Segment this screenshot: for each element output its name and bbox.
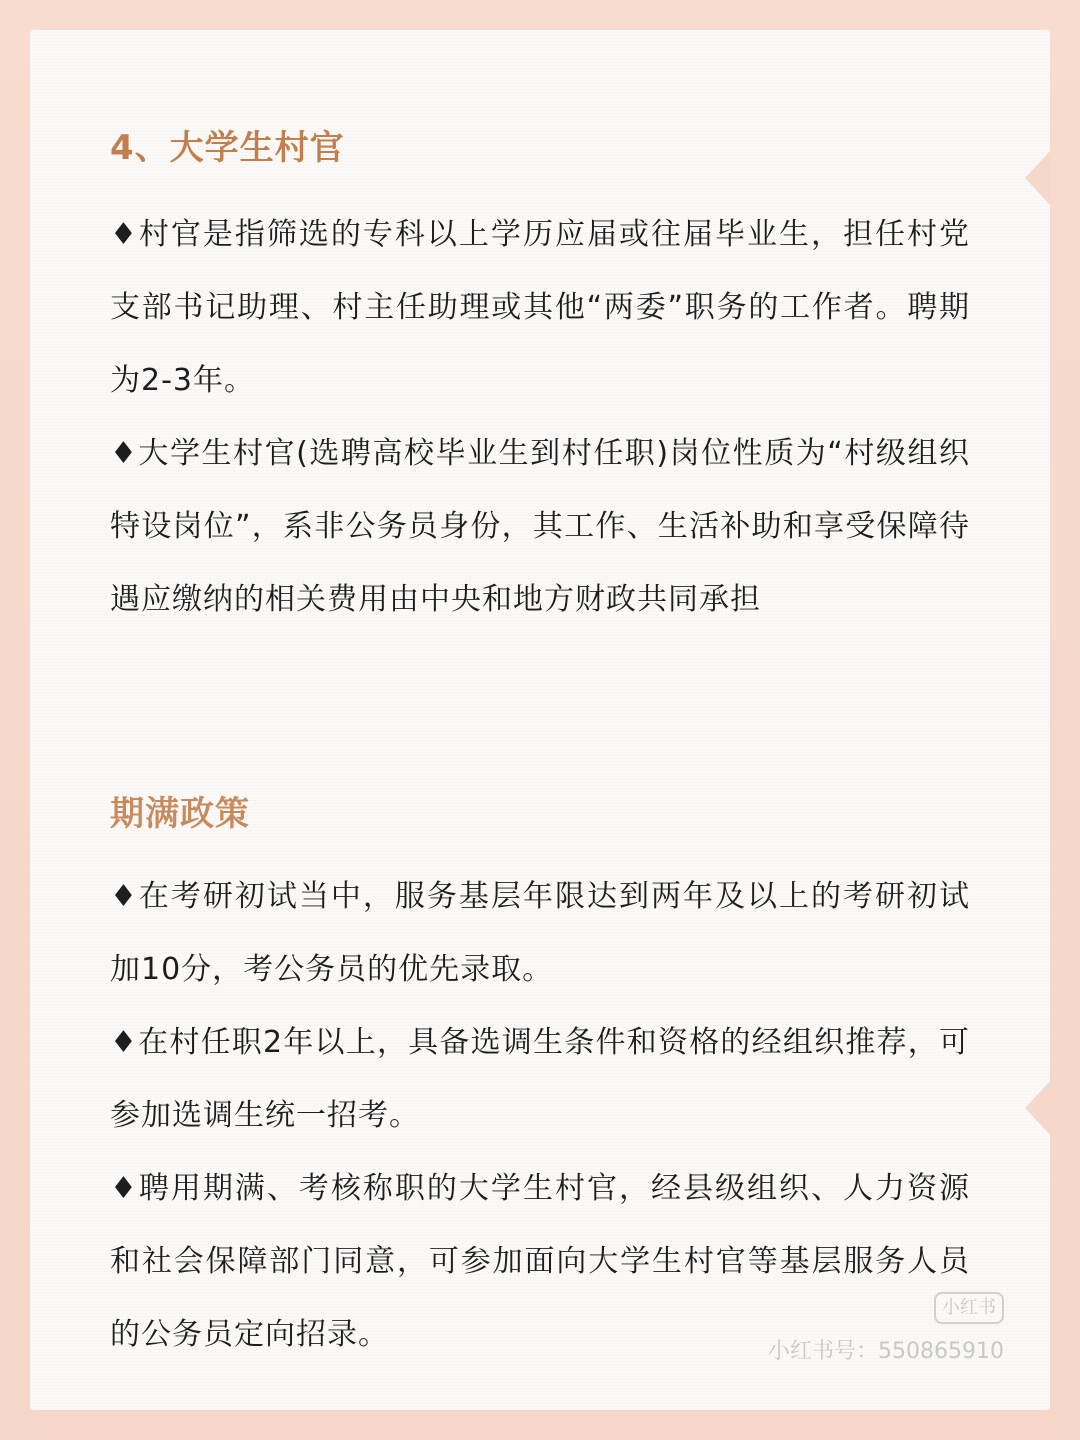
paragraph-definition: ♦村官是指筛选的专科以上学历应届或往届毕业生，担任村党支部书记助理、村主任助理或其他“两委”职务的工作者。聘期为2-3年。 <box>110 217 970 398</box>
section-body-village-official <box>110 198 970 636</box>
paragraph-selection-exam: ♦在村任职2年以上，具备选调生条件和资格的经组织推荐，可参加选调生统一招考。 <box>110 1025 970 1133</box>
card-notch-bottom <box>1025 1080 1051 1136</box>
paragraph-exam-bonus: ♦在考研初试当中，服务基层年限达到两年及以上的考研初试加10分，考公务员的优先录取。 <box>110 879 970 987</box>
watermark <box>768 1287 1004 1372</box>
paper-card <box>30 30 1050 1410</box>
article-content <box>110 118 970 1371</box>
card-notch-top <box>1025 150 1051 206</box>
paragraph-civil-service: ♦聘用期满、考核称职的大学生村官，经县级组织、人力资源和社会保障部门同意，可参加面向大学生村官等基层服务人员的公务员定向招录。 <box>110 1171 970 1352</box>
paragraph-position-nature: ♦大学生村官(选聘高校毕业生到村任职)岗位性质为“村级组织特设岗位”，系非公务员身份，其工作、生活补助和享受保障待遇应缴纳的相关费用由中央和地方财政共同承担 <box>110 436 970 617</box>
section-title-expiry-policy: 期满政策 <box>110 794 250 834</box>
watermark-logo: 小红书 <box>934 1292 1004 1324</box>
section-title-village-official: 4、大学生村官 <box>110 128 345 168</box>
watermark-id: 小红书号：550865910 <box>768 1339 1004 1364</box>
